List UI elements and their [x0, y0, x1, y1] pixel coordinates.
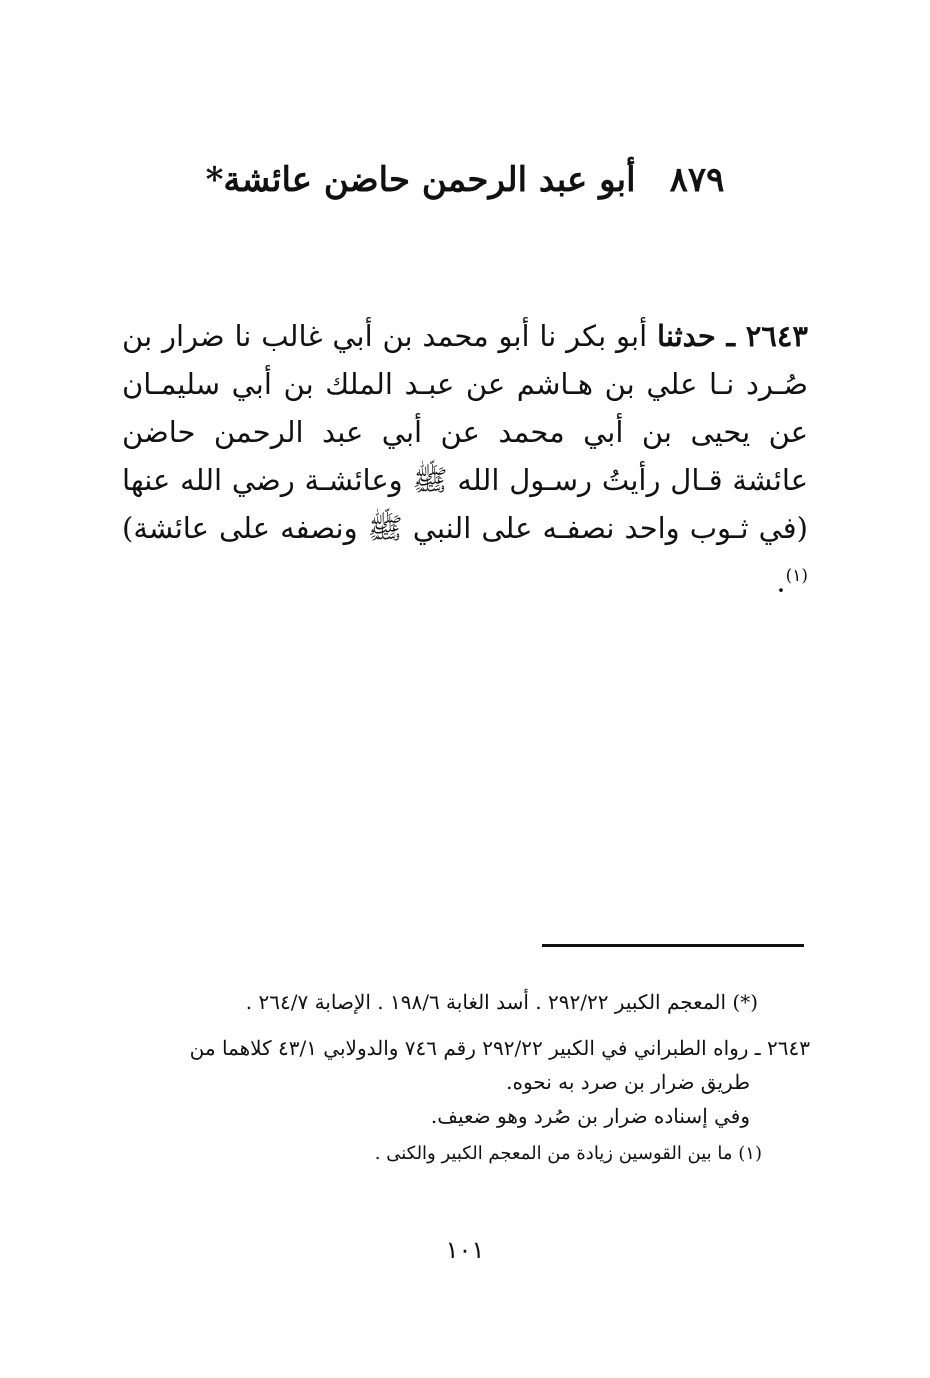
footnote-sources: (*) المعجم الكبير ٢٩٢/٢٢ . أسد الغابة ١٩٨/٦ . الإصابة ٢٦٤/٧ . — [245, 990, 758, 1014]
footnote-takhrij-line1: ٢٦٤٣ ـ رواه الطبراني في الكبير ٢٩٢/٢٢ رقم ٧٤٦ والدولابي ٤٣/١ كلاهما من — [189, 1036, 810, 1060]
section-number: ٨٧٩ — [669, 160, 725, 200]
footnote-marker: (١) — [785, 566, 808, 586]
section-title: أبو عبد الرحمن حاضن عائشة* — [205, 160, 636, 200]
footnote-takhrij-line2: طريق ضرار بن صرد به نحوه. — [506, 1070, 750, 1094]
footnotes — [118, 985, 810, 1171]
hadith-text — [122, 312, 808, 606]
page-number: ١٠١ — [445, 1236, 485, 1264]
hadith-number: ٢٦٤٣ ـ حدثنا — [657, 319, 809, 353]
footnote-takhrij-line3: وفي إسناده ضرار بن صُرد وهو ضعيف. — [430, 1104, 750, 1128]
section-heading — [120, 160, 810, 200]
footnote-1: (١) ما بين القوسين زيادة من المعجم الكبير والكنى . — [374, 1143, 762, 1164]
footnote-divider — [542, 944, 804, 947]
hadith-body: أبو بكر نا أبو محمد بن أبي غالب نا ضرار بن صُـرد نـا علي بن هـاشم عن عبـد الملك بن أبي سليمـان عن يحيى بن أبي محمد عن أبي عبد الرحمن حاضن عائشة قـال رأيتُ رسـول الله ﷺ وعائشـة رضي الله عنها (في ثـوب واحد نصفـه على النبي ﷺ ونصفه على عائشة) — [122, 319, 808, 545]
hadith-end: . — [776, 564, 786, 599]
